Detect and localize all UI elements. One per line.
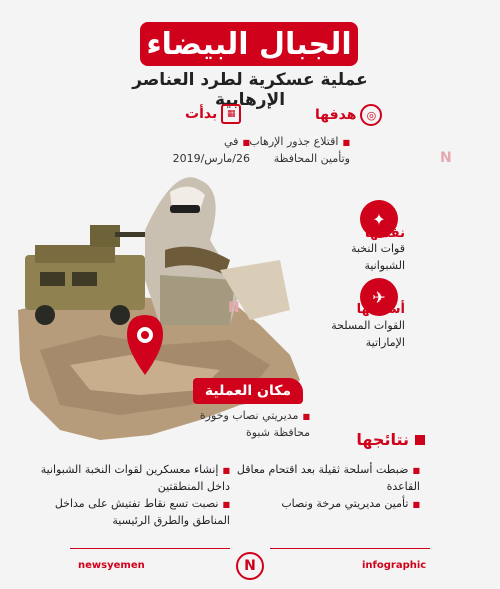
goal-text: ■اقتلاع جذور الإرهاب وتأمين المحافظة [240,134,350,167]
footer-site-name: newsyemen [78,560,145,571]
start-label: بدأت [185,106,218,122]
place-line-1: مديريتي نصاب وخورة [199,409,299,422]
results-heading [310,430,425,449]
jet-icon: ✈ [360,278,398,316]
place-label: مكان العملية [204,383,292,399]
square-bullet-icon [415,435,425,445]
soldier-icon: ✦ [360,200,398,238]
support-label: أسندتها [356,302,405,317]
start-line-2: 26/مارس/2019 [172,152,250,165]
start-line-1: في [224,135,239,148]
page-subtitle: عملية عسكرية لطرد العناصر الإرهابية [132,70,368,110]
support-text [305,317,405,351]
place-banner [193,378,303,404]
executors-line-1: قوات النخبة [351,242,405,255]
footer-tag: infographic [362,560,427,571]
armored-vehicle [25,225,160,325]
footer-divider-right [270,548,430,549]
executors-line-2: الشبوانية [364,259,405,272]
executors-label: نفذتها [364,226,405,241]
goal-label: هدفها [315,107,357,123]
watermark-logo: N [440,150,452,166]
result-item: ■نصبت تسع نقاط تفتيش على مداخل المناطق والطرق الرئيسية [54,497,230,527]
place-text: ■مديريتي نصاب وخورة محافظة شبوة [195,408,310,441]
executors-text [310,240,405,274]
title-banner [140,22,358,66]
footer-logo-icon: N [236,552,264,580]
start-text: ■في 26/مارس/2019 [150,134,250,167]
result-item: ■إنشاء معسكرين لقوات النخبة الشبوانية داخل المنطقتين [40,463,230,493]
calendar-icon: ▦ [221,104,241,124]
place-line-2: محافظة شبوة [245,426,310,439]
soldier-figure [145,177,240,325]
page-title: الجبال البيضاء [146,26,352,62]
start-heading [185,104,241,124]
support-line-2: الإماراتية [365,336,405,349]
footer-divider-left [70,548,230,549]
target-icon: ◎ [360,104,382,126]
goal-line-1: اقتلاع جذور الإرهاب [249,135,339,148]
goal-line-2: وتأمين المحافظة [273,152,350,165]
result-item: ■تأمين مديريتي مرخة ونصاب [281,497,420,510]
illustration [0,150,500,450]
watermark-logo-center: N [228,300,240,316]
result-item: ■ضبطت أسلحة ثقيلة بعد اقتحام معاقل القاعدة [236,463,420,493]
support-line-1: القوات المسلحة [331,319,405,332]
goal-heading [315,104,382,126]
results-title: نتائجها [356,430,409,449]
